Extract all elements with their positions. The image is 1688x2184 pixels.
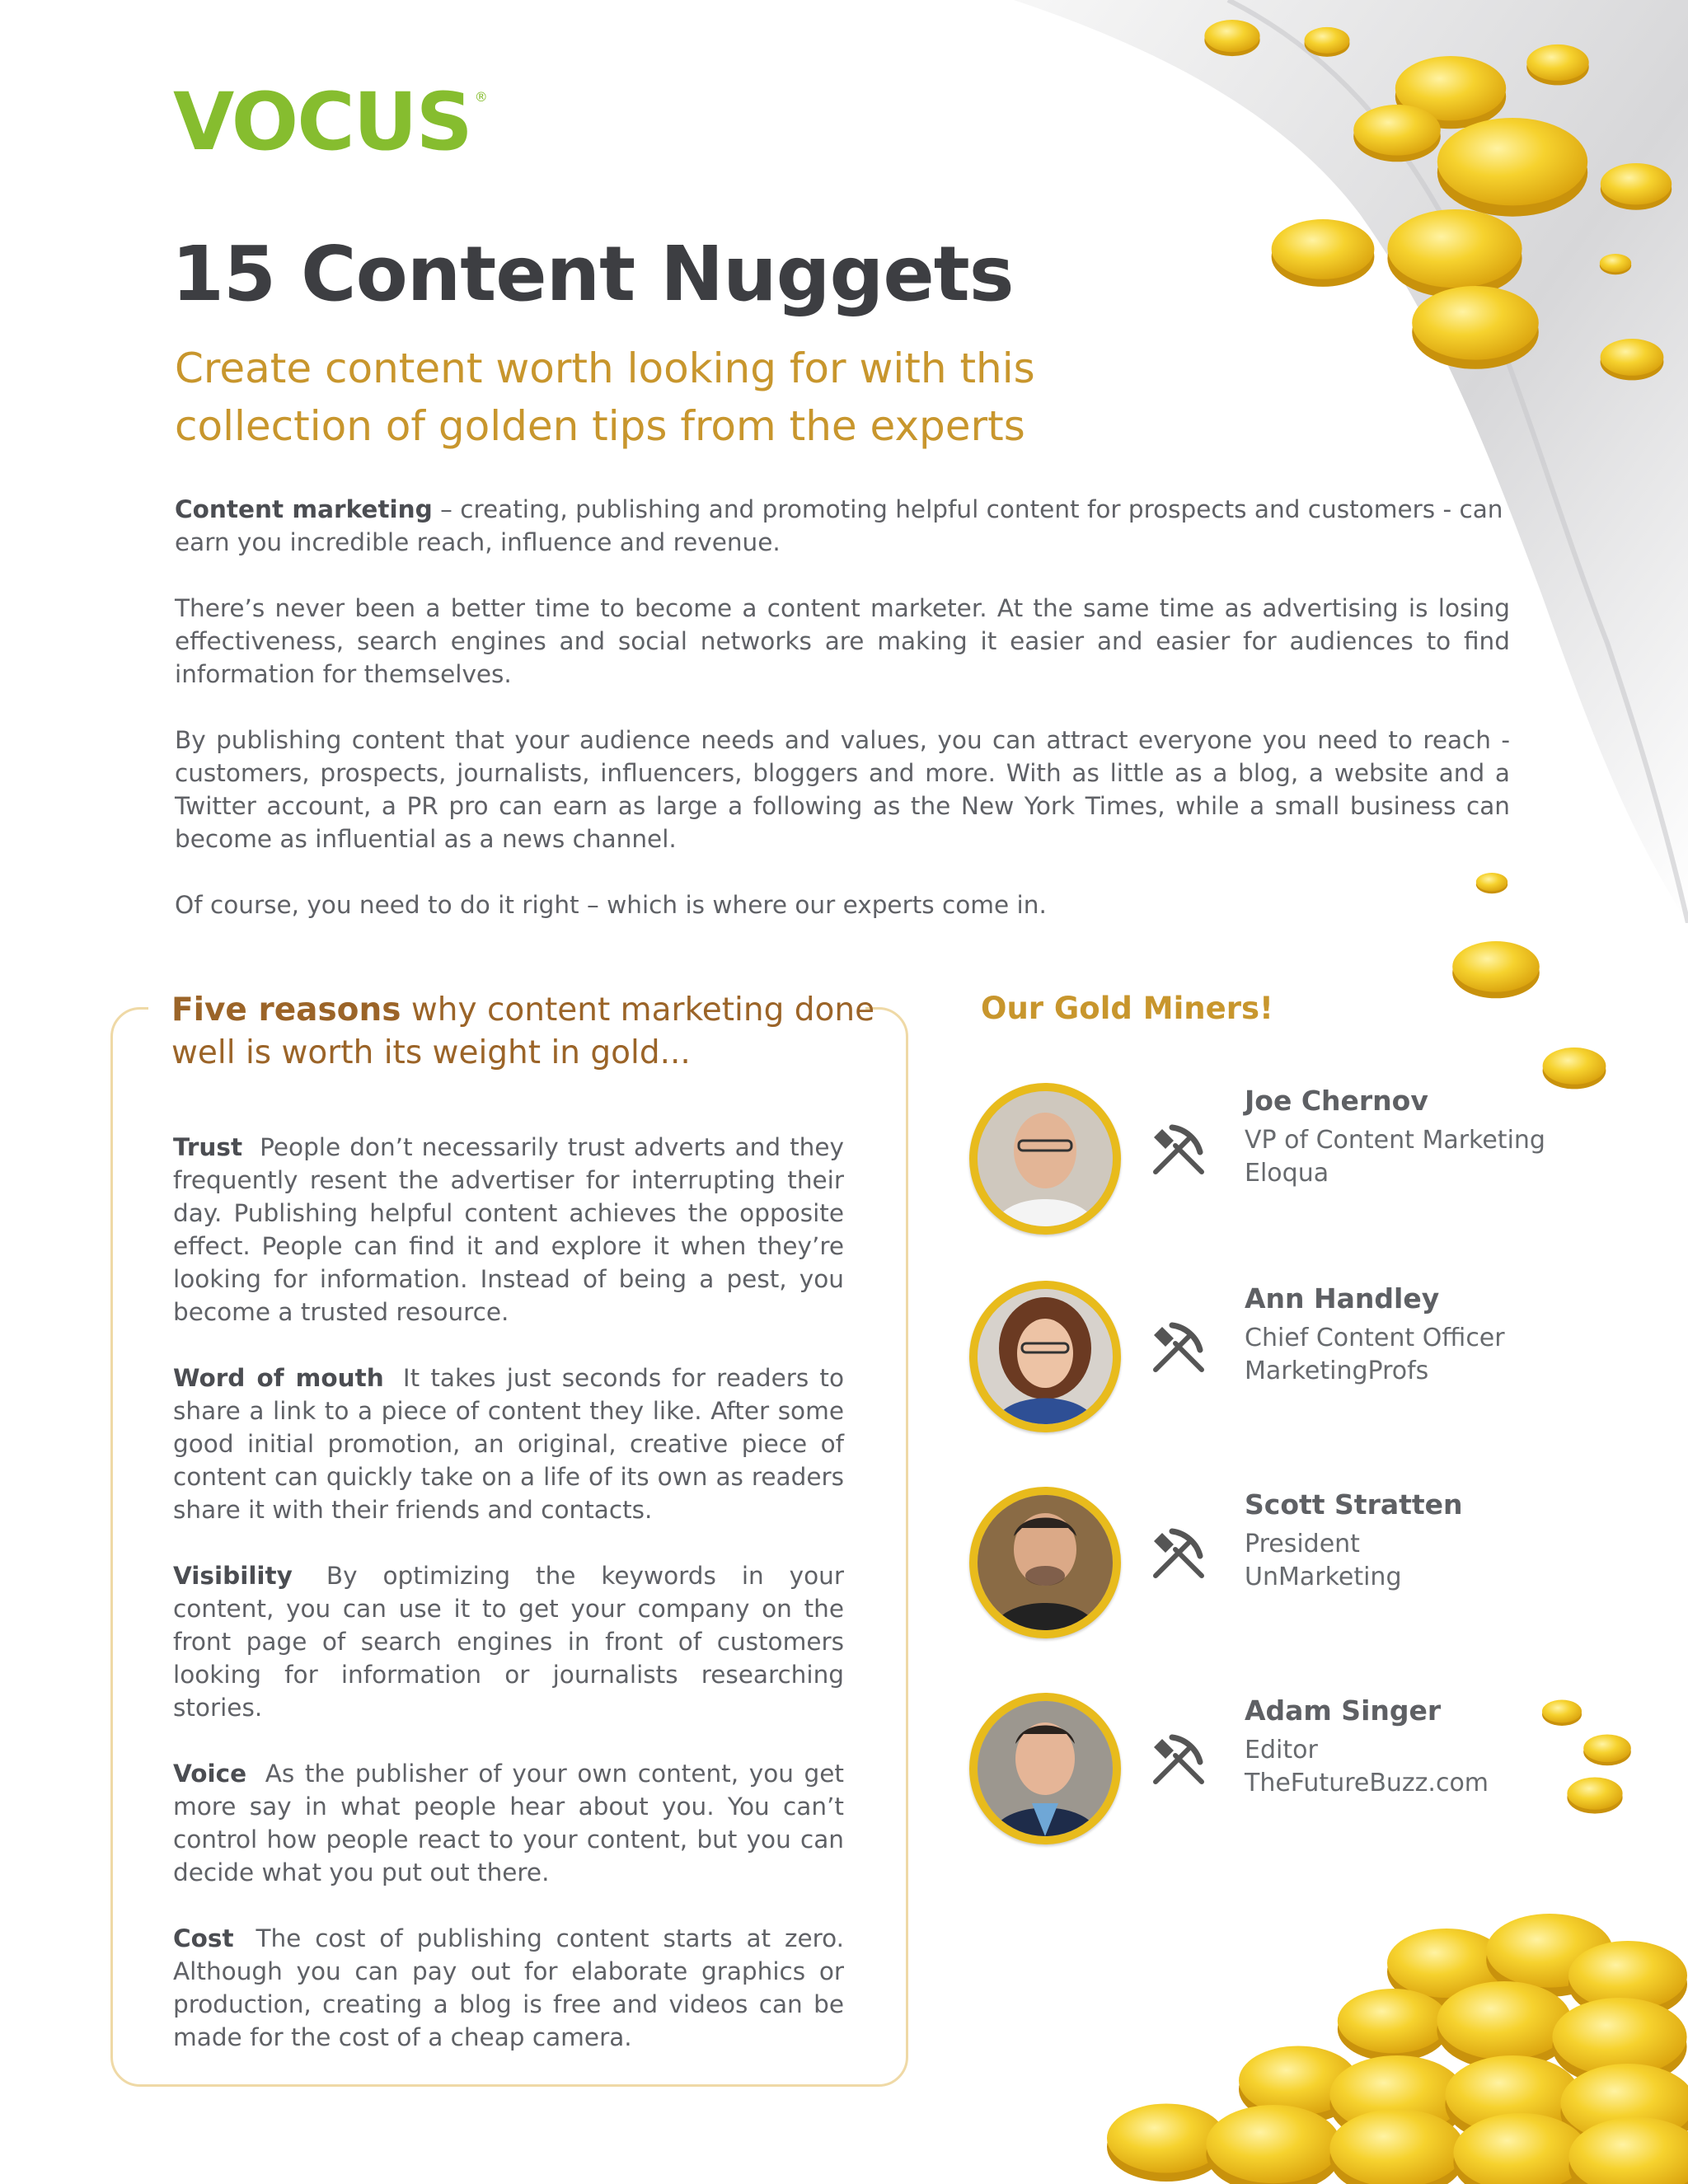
miner-organization: UnMarketing xyxy=(1245,1563,1402,1591)
intro-paragraph: Of course, you need to do it right – which is where our experts come in. xyxy=(175,891,1047,919)
intro-paragraph: By publishing content that your audience needs and values, you can attract everyone you need to reach - customers, prospects, journalists, influencers, bloggers and more. With as little as a blog, a website and a Twitter account, a PR pro can earn as large a following as the New York Times, while a small business can become as influential as a news channel. xyxy=(175,726,1510,853)
reasons-heading: Five reasons why content marketing done well is worth its weight in gold... xyxy=(171,991,875,1071)
reasons-list xyxy=(173,1131,844,2087)
miner-role: VP of Content Marketing xyxy=(1245,1126,1545,1155)
miner-card xyxy=(969,1281,1596,1446)
avatar xyxy=(969,1487,1121,1638)
pickaxe-shovel-icon xyxy=(1147,1315,1210,1378)
miner-name: Ann Handley xyxy=(1245,1282,1440,1315)
vocus-logo: VOCUS ® xyxy=(173,76,486,168)
person-photo-icon xyxy=(978,1701,1113,1836)
reason-item: Word of mouth It takes just seconds for readers to share a link to a piece of content they like. After some good initial promotion, an original, creative piece of content can quickly take on a life of its own as readers share it with their friends and contacts. xyxy=(173,1364,845,1524)
miners-heading: Our Gold Miners! xyxy=(981,991,1273,1026)
person-photo-icon xyxy=(978,1495,1113,1630)
person-photo-icon xyxy=(978,1289,1113,1424)
miner-card xyxy=(969,1083,1596,1248)
miner-role: Editor xyxy=(1245,1736,1318,1765)
page-subtitle: Create content worth looking for with this collection of golden tips from the experts xyxy=(175,344,1035,450)
reason-item: Trust People don’t necessarily trust adverts and they frequently resent the advertiser for interrupting their day. Publishing helpful content achieves the opposite effect. People can find it and explore it when they’re looking for information. Instead of being a pest, you become a trusted resource. xyxy=(173,1133,844,1326)
intro-paragraph: Content marketing – creating, publishing and promoting helpful content for prospects and customers - can earn you incredible reach, influence and revenue. xyxy=(175,495,1503,556)
reason-item: Voice As the publisher of your own content, you get more say in what people hear about you. You can’t control how people react to your content, but you can decide what you put out there. xyxy=(173,1760,844,1886)
miner-role: Chief Content Officer xyxy=(1245,1324,1505,1352)
person-photo-icon xyxy=(978,1091,1113,1226)
intro-text xyxy=(175,493,1510,954)
miner-organization: TheFutureBuzz.com xyxy=(1245,1769,1489,1797)
miner-card xyxy=(969,1693,1596,1858)
falling-coins-decoration xyxy=(1137,0,1688,396)
pickaxe-shovel-icon xyxy=(1147,1118,1210,1180)
reason-item: Cost The cost of publishing content starts at zero. Although you can pay out for elaborate graphics or production, creating a blog is free and videos can be made for the cost of a cheap camera. xyxy=(173,1924,844,2051)
avatar xyxy=(969,1281,1121,1432)
reason-item: Visibility By optimizing the keywords in your content, you can use it to get your company on the front page of search engines in front of customers looking for information or journalists researching stories. xyxy=(173,1562,844,1722)
miner-name: Adam Singer xyxy=(1245,1694,1442,1727)
pickaxe-shovel-icon xyxy=(1147,1727,1210,1790)
miner-name: Scott Stratten xyxy=(1245,1488,1463,1521)
intro-paragraph: There’s never been a better time to become a content marketer. At the same time as advertising is losing effectiveness, search engines and social networks are making it easier and easier for audiences to find information for themselves. xyxy=(175,594,1510,688)
miner-organization: Eloqua xyxy=(1245,1159,1329,1188)
miner-organization: MarketingProfs xyxy=(1245,1357,1429,1385)
miner-name: Joe Chernov xyxy=(1245,1085,1428,1117)
avatar xyxy=(969,1083,1121,1235)
miner-card xyxy=(969,1487,1596,1652)
pickaxe-shovel-icon xyxy=(1147,1521,1210,1584)
miner-role: President xyxy=(1245,1530,1360,1558)
avatar xyxy=(969,1693,1121,1844)
page-title: 15 Content Nuggets xyxy=(171,230,1014,318)
